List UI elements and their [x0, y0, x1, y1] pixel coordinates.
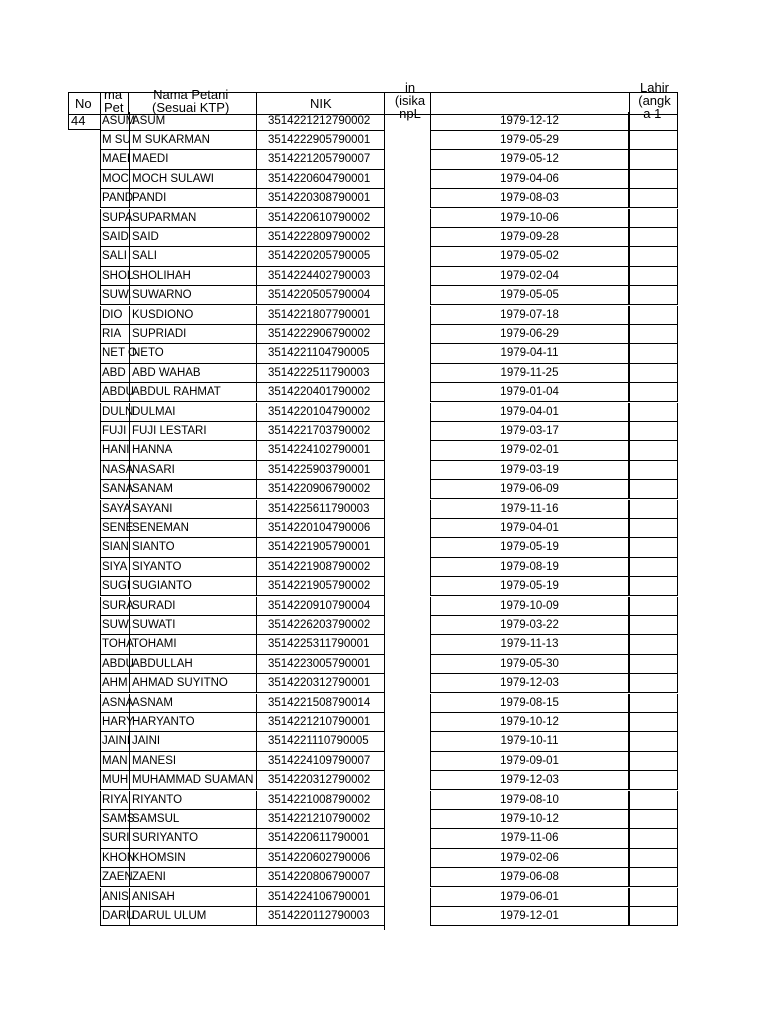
row-date-cell: 1979-08-03 — [430, 189, 629, 208]
row-lahir-cell — [629, 131, 678, 150]
row-date-cell: 1979-05-30 — [430, 655, 629, 674]
row-date-cell: 1979-04-11 — [430, 344, 629, 363]
row-lahir-cell — [629, 752, 678, 771]
row-name-cell: HARYANTO — [129, 713, 256, 732]
row-name-cell: SANAM — [129, 480, 256, 499]
row-lahir-cell — [629, 616, 678, 635]
row-lahir-cell — [629, 247, 678, 266]
row-date-cell: 1979-12-12 — [430, 112, 629, 131]
row-name-cell: SIYANTO — [129, 558, 256, 577]
row-name-cell: SUWATI — [129, 616, 256, 635]
row-lahir-cell — [629, 519, 678, 538]
row-name-cell: SUGIANTO — [129, 577, 256, 596]
row-date-cell: 1979-06-09 — [430, 480, 629, 499]
table-row — [0, 849, 768, 868]
row-code-cell: AHM — [100, 674, 129, 693]
header-jenis-kelamin: in (isika npL — [394, 80, 426, 121]
row-name-cell: SURIYANTO — [129, 829, 256, 848]
row-lahir-cell — [629, 597, 678, 616]
row-code-cell: SURA — [100, 597, 129, 616]
row-name-cell: RIYANTO — [129, 791, 256, 810]
row-nik-cell: 3514220401790002 — [256, 383, 385, 402]
row-code-cell: SURI — [100, 829, 129, 848]
row-code-cell: SENE — [100, 519, 129, 538]
row-nik-cell: 3514223005790001 — [256, 655, 385, 674]
row-code-cell: M SU — [100, 131, 129, 150]
row-date-cell: 1979-05-19 — [430, 577, 629, 596]
row-date-cell: 1979-06-29 — [430, 325, 629, 344]
row-nik-cell: 3514220610790002 — [256, 209, 385, 228]
table-row — [0, 306, 768, 325]
row-date-cell: 1979-08-19 — [430, 558, 629, 577]
row-name-cell: ASNAM — [129, 694, 256, 713]
row-name-cell: SAID — [129, 228, 256, 247]
table-row — [0, 403, 768, 422]
row-code-cell: ABDU — [100, 655, 129, 674]
row-date-cell: 1979-02-06 — [430, 849, 629, 868]
row-lahir-cell — [629, 868, 678, 887]
row-name-cell: ZAENI — [129, 868, 256, 887]
row-lahir-cell — [629, 674, 678, 693]
row-lahir-cell — [629, 461, 678, 480]
row-lahir-cell — [629, 422, 678, 441]
row-nik-cell: 3514221008790002 — [256, 791, 385, 810]
row-name-cell: SENEMAN — [129, 519, 256, 538]
row-name-cell: SALI — [129, 247, 256, 266]
row-date-cell: 1979-05-12 — [430, 150, 629, 169]
row-lahir-cell — [629, 694, 678, 713]
row-nik-cell: 3514220308790001 — [256, 189, 385, 208]
table-row — [0, 538, 768, 557]
row-date-cell: 1979-09-01 — [430, 752, 629, 771]
table-row — [0, 170, 768, 189]
table-row — [0, 888, 768, 907]
row-name-cell: FUJI LESTARI — [129, 422, 256, 441]
row-date-cell: 1979-03-17 — [430, 422, 629, 441]
row-nik-cell: 3514224106790001 — [256, 888, 385, 907]
row-date-cell: 1979-03-19 — [430, 461, 629, 480]
row-code-cell: ASNA — [100, 694, 129, 713]
row-nik-cell: 3514222905790001 — [256, 131, 385, 150]
row-name-cell: MANESI — [129, 752, 256, 771]
row-nik-cell: 3514221807790001 — [256, 306, 385, 325]
row-nik-cell: 3514220104790002 — [256, 403, 385, 422]
table-row — [0, 286, 768, 305]
row-name-cell: NETO — [129, 344, 256, 363]
row-date-cell: 1979-12-03 — [430, 771, 629, 790]
row-lahir-cell — [629, 344, 678, 363]
table-row — [0, 694, 768, 713]
row-code-cell: DULN — [100, 403, 129, 422]
row-date-cell: 1979-05-19 — [430, 538, 629, 557]
row-lahir-cell — [629, 713, 678, 732]
row-code-cell: ZAEN — [100, 868, 129, 887]
row-lahir-cell — [629, 655, 678, 674]
row-date-cell: 1979-04-01 — [430, 403, 629, 422]
row-date-cell: 1979-10-11 — [430, 732, 629, 751]
row-name-cell: SIANTO — [129, 538, 256, 557]
table-row — [0, 189, 768, 208]
table-row — [0, 577, 768, 596]
row-lahir-cell — [629, 810, 678, 829]
row-date-cell: 1979-07-18 — [430, 306, 629, 325]
row-name-cell: KUSDIONO — [129, 306, 256, 325]
table-row — [0, 325, 768, 344]
row-lahir-cell — [629, 209, 678, 228]
row-date-cell: 1979-04-01 — [430, 519, 629, 538]
row-lahir-cell — [629, 441, 678, 460]
row-code-cell: DARU — [100, 907, 129, 926]
row-nik-cell: 3514220312790002 — [256, 771, 385, 790]
row-nik-cell: 3514221508790014 — [256, 694, 385, 713]
row-lahir-cell — [629, 538, 678, 557]
row-name-cell: KHOMSIN — [129, 849, 256, 868]
row-code-cell: HARY — [100, 713, 129, 732]
row-nik-cell: 3514221210790001 — [256, 713, 385, 732]
row-code-cell: ABD — [100, 364, 129, 383]
row-code-cell: HANI — [100, 441, 129, 460]
table-row — [0, 267, 768, 286]
row-nik-cell: 3514221205790007 — [256, 150, 385, 169]
row-code-cell: SUW. — [100, 616, 129, 635]
row-date-cell: 1979-02-04 — [430, 267, 629, 286]
row-lahir-cell — [629, 558, 678, 577]
row-code-cell: RIA — [100, 325, 129, 344]
row-nik-cell: 3514220505790004 — [256, 286, 385, 305]
table-row — [0, 422, 768, 441]
row-name-cell: ABD WAHAB — [129, 364, 256, 383]
row-lahir-cell — [629, 907, 678, 926]
row-lahir-cell — [629, 791, 678, 810]
table-row — [0, 247, 768, 266]
row-name-cell: SUWARNO — [129, 286, 256, 305]
header-name-fragment: ma Pet — [104, 87, 124, 115]
table-row — [0, 519, 768, 538]
row-code-cell: SAYA — [100, 500, 129, 519]
table-row — [0, 713, 768, 732]
row-number-cell: 44 — [68, 114, 101, 130]
table-row — [0, 752, 768, 771]
row-lahir-cell — [629, 286, 678, 305]
row-nik-cell: 3514225903790001 — [256, 461, 385, 480]
row-lahir-cell — [629, 325, 678, 344]
row-code-cell: ANIS — [100, 888, 129, 907]
row-lahir-cell — [629, 829, 678, 848]
row-date-cell: 1979-11-16 — [430, 500, 629, 519]
row-date-cell: 1979-10-12 — [430, 810, 629, 829]
row-code-cell: NASA — [100, 461, 129, 480]
table-row — [0, 228, 768, 247]
row-date-cell: 1979-11-25 — [430, 364, 629, 383]
row-lahir-cell — [629, 480, 678, 499]
row-code-cell: SUPA — [100, 209, 129, 228]
table-row — [0, 868, 768, 887]
row-lahir-cell — [629, 383, 678, 402]
table-row — [0, 791, 768, 810]
table-row — [0, 364, 768, 383]
row-lahir-cell — [629, 849, 678, 868]
row-code-cell: ASUM — [100, 112, 129, 131]
table-row — [0, 461, 768, 480]
table-row — [0, 907, 768, 926]
row-date-cell: 1979-01-04 — [430, 383, 629, 402]
row-name-cell: ABDUL RAHMAT — [129, 383, 256, 402]
row-lahir-cell — [629, 267, 678, 286]
row-code-cell: MOC — [100, 170, 129, 189]
row-nik-cell: 3514220604790001 — [256, 170, 385, 189]
row-code-cell: SUGI — [100, 577, 129, 596]
row-nik-cell: 3514222809790002 — [256, 228, 385, 247]
row-nik-cell: 3514220205790005 — [256, 247, 385, 266]
row-code-cell: SAMS — [100, 810, 129, 829]
row-code-cell: MAEI — [100, 150, 129, 169]
row-lahir-cell — [629, 228, 678, 247]
table-row — [0, 635, 768, 654]
row-code-cell: DIO — [100, 306, 129, 325]
header-tanggal-lahir: Lahir (angk a 1- — [638, 80, 671, 121]
row-code-cell: SHOL — [100, 267, 129, 286]
table-row — [0, 558, 768, 577]
row-date-cell: 1979-09-28 — [430, 228, 629, 247]
row-nik-cell: 3514220312790001 — [256, 674, 385, 693]
row-name-cell: SUPRIADI — [129, 325, 256, 344]
table-row — [0, 150, 768, 169]
row-lahir-cell — [629, 635, 678, 654]
row-nik-cell: 3514221110790005 — [256, 732, 385, 751]
table-row — [0, 732, 768, 751]
row-name-cell: M SUKARMAN — [129, 131, 256, 150]
row-code-cell: MAN — [100, 752, 129, 771]
row-nik-cell: 3514221908790002 — [256, 558, 385, 577]
table-row — [0, 441, 768, 460]
row-name-cell: MAEDI — [129, 150, 256, 169]
table-row — [0, 480, 768, 499]
row-name-cell: MOCH SULAWI — [129, 170, 256, 189]
row-name-cell: SUPARMAN — [129, 209, 256, 228]
row-date-cell: 1979-05-29 — [430, 131, 629, 150]
row-lahir-cell — [629, 577, 678, 596]
row-nik-cell: 3514220602790006 — [256, 849, 385, 868]
row-date-cell: 1979-05-05 — [430, 286, 629, 305]
row-name-cell: ASUM — [129, 112, 256, 131]
row-name-cell: JAINI — [129, 732, 256, 751]
row-lahir-cell — [629, 364, 678, 383]
row-nik-cell: 3514225311790001 — [256, 635, 385, 654]
row-name-cell: SAYANI — [129, 500, 256, 519]
table-row — [0, 344, 768, 363]
row-date-cell: 1979-10-09 — [430, 597, 629, 616]
row-nik-cell: 3514224402790003 — [256, 267, 385, 286]
row-nik-cell: 3514224109790007 — [256, 752, 385, 771]
table-row — [0, 655, 768, 674]
row-date-cell: 1979-03-22 — [430, 616, 629, 635]
row-name-cell: ANISAH — [129, 888, 256, 907]
row-name-cell: MUHAMMAD SUAMAN — [129, 771, 256, 790]
table-row — [0, 616, 768, 635]
table-row — [0, 209, 768, 228]
row-lahir-cell — [629, 732, 678, 751]
row-date-cell: 1979-12-01 — [430, 907, 629, 926]
row-nik-cell: 3514221210790002 — [256, 810, 385, 829]
header-no: No — [75, 96, 92, 111]
row-name-cell: TOHAMI — [129, 635, 256, 654]
row-lahir-cell — [629, 306, 678, 325]
row-name-cell: DULMAI — [129, 403, 256, 422]
row-name-cell: PANDI — [129, 189, 256, 208]
row-name-cell: DARUL ULUM — [129, 907, 256, 926]
row-nik-cell: 3514226203790002 — [256, 616, 385, 635]
row-date-cell: 1979-05-02 — [430, 247, 629, 266]
row-nik-cell: 3514221212790002 — [256, 112, 385, 131]
row-code-cell: TOHA — [100, 635, 129, 654]
row-lahir-cell — [629, 189, 678, 208]
row-code-cell: SAID — [100, 228, 129, 247]
row-date-cell: 1979-12-03 — [430, 674, 629, 693]
row-lahir-cell — [629, 150, 678, 169]
table-row — [0, 810, 768, 829]
row-date-cell: 1979-02-01 — [430, 441, 629, 460]
row-code-cell: FUJI — [100, 422, 129, 441]
row-nik-cell: 3514220112790003 — [256, 907, 385, 926]
row-name-cell: NASARI — [129, 461, 256, 480]
row-name-cell: SAMSUL — [129, 810, 256, 829]
row-nik-cell: 3514222511790003 — [256, 364, 385, 383]
row-code-cell: JAINI — [100, 732, 129, 751]
row-code-cell: RIYA — [100, 791, 129, 810]
table-row — [0, 674, 768, 693]
row-name-cell: SHOLIHAH — [129, 267, 256, 286]
table-row — [0, 383, 768, 402]
row-date-cell: 1979-08-10 — [430, 791, 629, 810]
row-nik-cell: 3514225611790003 — [256, 500, 385, 519]
row-date-cell: 1979-06-08 — [430, 868, 629, 887]
row-nik-cell: 3514222906790002 — [256, 325, 385, 344]
row-lahir-cell — [629, 888, 678, 907]
row-code-cell: MUH — [100, 771, 129, 790]
row-nik-cell: 3514220910790004 — [256, 597, 385, 616]
row-nik-cell: 3514221104790005 — [256, 344, 385, 363]
table-row — [0, 771, 768, 790]
row-lahir-cell — [629, 403, 678, 422]
table-row — [0, 500, 768, 519]
row-nik-cell: 3514221703790002 — [256, 422, 385, 441]
row-nik-cell: 3514220906790002 — [256, 480, 385, 499]
row-date-cell: 1979-10-06 — [430, 209, 629, 228]
row-date-cell: 1979-06-01 — [430, 888, 629, 907]
row-name-cell: SURADI — [129, 597, 256, 616]
table-row — [0, 597, 768, 616]
row-nik-cell: 3514220806790007 — [256, 868, 385, 887]
table-row — [0, 131, 768, 150]
row-code-cell: SUW. — [100, 286, 129, 305]
row-date-cell: 1979-04-06 — [430, 170, 629, 189]
row-code-cell: SALI — [100, 247, 129, 266]
row-code-cell: ABDU — [100, 383, 129, 402]
row-nik-cell: 3514224102790001 — [256, 441, 385, 460]
header-nama-petani: Nama Petani (Sesuai KTP) — [152, 87, 230, 115]
row-code-cell: SIYA — [100, 558, 129, 577]
row-name-cell: ABDULLAH — [129, 655, 256, 674]
row-lahir-cell — [629, 500, 678, 519]
row-code-cell: SANA — [100, 480, 129, 499]
row-lahir-cell — [629, 771, 678, 790]
row-date-cell: 1979-10-12 — [430, 713, 629, 732]
row-nik-cell: 3514221905790001 — [256, 538, 385, 557]
table-row — [0, 112, 768, 131]
row-date-cell: 1979-11-13 — [430, 635, 629, 654]
row-name-cell: HANNA — [129, 441, 256, 460]
row-date-cell: 1979-11-06 — [430, 829, 629, 848]
row-code-cell: SIAN — [100, 538, 129, 557]
table-row — [0, 829, 768, 848]
row-name-cell: AHMAD SUYITNO — [129, 674, 256, 693]
row-lahir-cell — [629, 112, 678, 131]
row-code-cell: KHON — [100, 849, 129, 868]
row-nik-cell: 3514221905790002 — [256, 577, 385, 596]
row-code-cell: NET O — [100, 344, 129, 363]
row-date-cell: 1979-08-15 — [430, 694, 629, 713]
row-code-cell: PAND — [100, 189, 129, 208]
header-nik: NIK — [310, 96, 332, 111]
row-nik-cell: 3514220104790006 — [256, 519, 385, 538]
row-lahir-cell — [629, 170, 678, 189]
row-nik-cell: 3514220611790001 — [256, 829, 385, 848]
